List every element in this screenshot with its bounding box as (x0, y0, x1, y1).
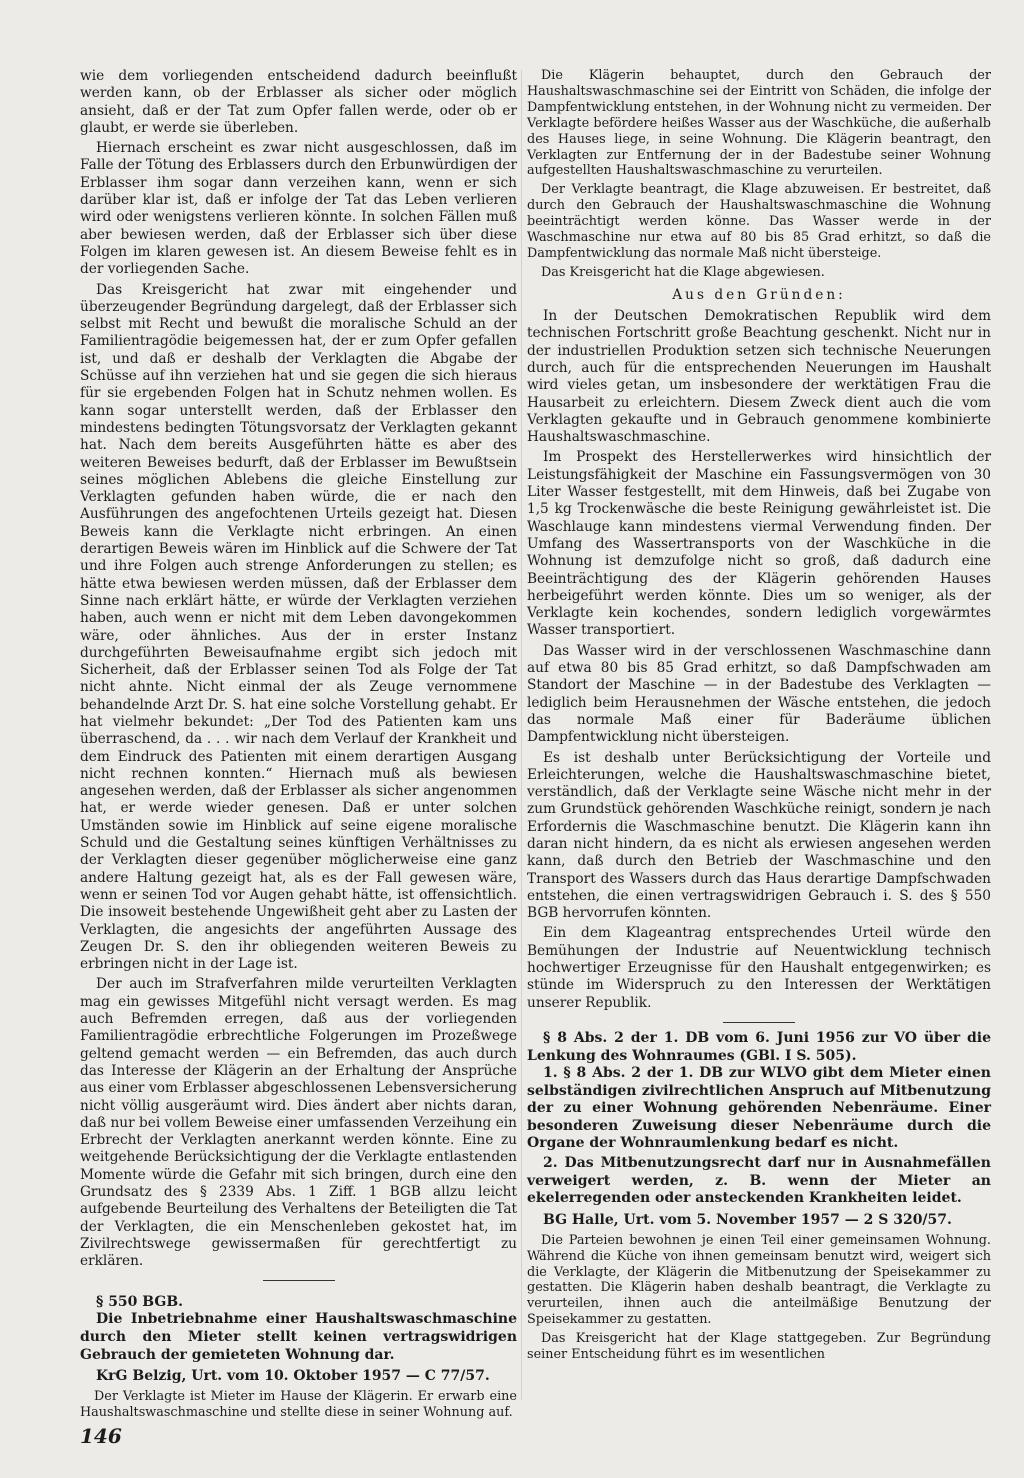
left-column (80, 68, 517, 1424)
decision-header (527, 1029, 991, 1229)
reasons-paragraph: Es ist deshalb unter Berücksichtigung der Vorteile und Erleichterungen, welche die Haushaltswaschmaschine bietet, verständlich, daß der Verklagte seine Wäsche nicht mehr in der zum Grundstück gehörenden Waschküche reinigt, sondern je nach Erfordernis die Waschmaschine benutzt. Die Klägerin kann ihn daran nicht hindern, da es nicht als erwiesen angesehen werden kann, daß durch den Betrieb der Waschmaschine und den Transport des Wassers durch das Haus derartige Dampfschwaden entstehen, die einen vertragswidrigen Gebrauch i. S. des § 550 BGB hervorrufen könnten. (527, 749, 991, 922)
reasons-heading: Aus den Gründen: (672, 286, 846, 303)
decision-header (80, 1293, 517, 1385)
reasons-paragraph: Das Wasser wird in der verschlossenen Waschmaschine dann auf etwa 80 bis 85 Grad erhitzt, so daß Dampfschwaden am Standort der Maschine — in der Badestube des Verklagten — lediglich beim Herausnehmen der Wäsche entstehen, die jedoch das normale Maß einer für Baderäume üblichen Dampfentwicklung nicht übersteigen. (527, 642, 991, 746)
facts-paragraph: Die Parteien bewohnen je einen Teil einer gemeinsamen Wohnung. Während die Küche von ihnen gemeinsam benutzt wird, weigert sich die Verklagte, der Klägerin die Mitbenutzung der Speisekammer zu gestatten. Die Klägerin haben deshalb beantragt, die Verklagte zu verurteilen, ihnen auch die anteilmäßige Benutzung der Speisekammer zu gestatten. (527, 1232, 991, 1328)
facts-paragraph: Das Kreisgericht hat der Klage stattgegeben. Zur Begründung seiner Entscheidung führt es im wesentlichen (527, 1331, 991, 1363)
court-citation: BG Halle, Urt. vom 5. November 1957 — 2 S 320/57. (543, 1211, 952, 1228)
paragraph: Der auch im Strafverfahren milde verurteilten Verklagten mag ein gewisses Mitgefühl nicht versagt werden. Es mag auch Befremden erregen, daß aus der vorliegenden Familientragödie erbrechtliche Folgerungen im Prozeßwege geltend gemacht werden — ein Befremden, das auch durch das Interesse der Klägerin an der Erhaltung der Ansprüche aus einer vom Erblasser abgeschlossenen Lebensversicherung nicht völlig ausgeräumt wird. Dies ändert aber nichts daran, daß nur bei vollem Beweise einer umfassenden Verzeihung ein Erbrecht der Verklagten anerkannt werden könnte. Eine zu weitgehende Berücksichtigung der die Verklagte entlastenden Momente würde die Gefahr mit sich bringen, durch eine den Grundsatz des § 2339 Abs. 1 Ziff. 1 BGB allzu leicht aufgebende Beurteilung des Verhaltens der Beteiligten die Tat der Verklagten, die ein Menschenleben gekostet hat, im Zivilrechtswege gewissermaßen für gerechtfertigt zu erklären. (80, 976, 517, 1270)
page-number: 146 (80, 1424, 122, 1448)
reasons-paragraph: Im Prospekt des Herstellerwerkes wird hinsichtlich der Leistungsfähigkeit der Maschine ein Fassungsvermögen von 30 Liter Wasser festgestellt, mit dem Hinweis, daß bei Zugabe von 1,5 kg Trockenwäsche die beste Reinigung gewährleistet ist. Die Waschlauge kann mindestens viermal Verwendung finden. Der Umfang des Wassertransports von der Waschküche in die Wohnung ist demzufolge nicht so groß, daß dadurch eine Beeinträchtigung des der Klägerin gehörenden Hauses herbeigeführt werden könnte. Dies um so weniger, als der Verklagte kein kochendes, sondern lediglich vorgewärmtes Wasser transportiert. (527, 449, 991, 639)
statute-reference: § 550 BGB. (96, 1294, 184, 1311)
facts-paragraph: Das Kreisgericht hat die Klage abgewiesen. (541, 264, 825, 280)
paragraph: Hiernach erscheint es zwar nicht ausgeschlossen, daß im Falle der Tötung des Erblassers durch den Erbunwürdigen der Erblasser ihm sogar dann verzeihen kann, wenn er sich darüber klar ist, daß er infolge der Tat das Leben verlieren wird oder wenigstens verlieren könnte. In solchen Fällen muß aber bewiesen werden, daß der Erblasser sich über diese Folgen im klaren gewesen ist. An diesem Beweise fehlt es in der vorliegenden Sache. (80, 140, 517, 278)
court-citation: KrG Belzig, Urt. vom 10. Oktober 1957 — C 77/57. (96, 1368, 490, 1385)
right-column (527, 68, 991, 1366)
statute-reference: § 8 Abs. 2 der 1. DB vom 6. Juni 1956 zur VO über die Lenkung des Wohnraumes (GBl. I S. 505). (527, 1029, 991, 1064)
facts-paragraph: Die Klägerin behauptet, durch den Gebrauch der Haushaltswaschmaschine sei der Eintritt von Schäden, die infolge der Dampfentwicklung entstehen, in der Wohnung nicht zu vermeiden. Der Verklagte befördere heißes Wasser aus der Waschküche, die außerhalb des Hauses liege, in seine Wohnung. Die Klägerin beantragt, den Verklagten zur Entfernung der in der Badestube seiner Wohnung aufgestellten Haushaltswaschmaschine zu verurteilen. (527, 68, 991, 179)
section-divider (263, 1280, 335, 1281)
reasons-paragraph: In der Deutschen Demokratischen Republik wird dem technischen Fortschritt große Beachtung geschenkt. Nicht nur in der industriellen Produktion setzen sich technische Neuerungen durch, auch für die entsprechenden Neuerungen im Haushalt wird vieles getan, um insbesondere der werktätigen Frau die Hausarbeit zu erleichtern. Diesem Zweck dient auch die vom Verklagten gekaufte und in Gebrauch genommene kombinierte Haushaltswaschmaschine. (527, 308, 991, 446)
facts-paragraph: Der Verklagte beantragt, die Klage abzuweisen. Er bestreitet, daß durch den Gebrauch der Haushaltswaschmaschine die Wohnung beeinträchtigt werden könne. Das Wasser werde in der Waschmaschine nur etwa auf 80 bis 85 Grad erhitzt, so daß die Dampfentwicklung das normale Maß nicht übersteige. (527, 182, 991, 261)
paragraph: wie dem vorliegenden entscheidend dadurch beeinflußt werden kann, ob der Erblasser als sicher oder möglich ansieht, daß er der Tat zum Opfer fallen werde, oder ob er glaubt, er werde sie überleben. (80, 68, 517, 136)
paragraph: Das Kreisgericht hat zwar mit eingehender und überzeugender Begründung dargelegt, daß der Erblasser sich selbst mit Recht und bewußt die moralische Schuld an der Familientragödie beigemessen hat, der er zum Opfer gefallen ist, und daß er deshalb der Verklagten die Abgabe der Schüsse auf ihn verziehen hat und sie gegen die sich hieraus für sie ergebenden Folgen hat in Schutz nehmen wollen. Es kann sogar unterstellt werden, daß der Erblasser den mindestens bedingten Tötungsvorsatz der Verklagten gekannt hat. Nach dem bereits Ausgeführten hätte es aber des weiteren Beweises bedurft, daß der Erblasser im Bewußtsein seines möglichen Ablebens die gleiche Einstellung zur Verklagten gefunden haben würde, die er nach den Ausführungen des angefochtenen Urteils gezeigt hat. Diesen Beweis kann die Verklagte nicht erbringen. An einen derartigen Beweis wären im Hinblick auf die Schwere der Tat und ihre Folgen auch strenge Anforderungen zu stellen; es hätte etwa bewiesen werden müssen, daß der Erblasser dem Sinne nach erklärt hätte, er würde der Verklagten verziehen haben, auch wenn er nicht mit dem Leben davongekommen wäre, oder ähnliches. Aus der in erster Instanz durchgeführten Beweisaufnahme ergibt sich jedoch mit Sicherheit, daß der Erblasser seinen Tod als Folge der Tat nicht ahnte. Nicht einmal der als Zeuge vernommene behandelnde Arzt Dr. S. hat eine solche Vorstellung gehabt. Er hat vielmehr bekundet: „Der Tod des Patienten kam uns überraschend, da . . . wir nach dem Verlauf der Krankheit und dem Eindruck des Patienten mit einem derartigen Ausgang nicht rechnen konnten.“ Hiernach muß als bewiesen angesehen werden, daß der Erblasser als sicher angenommen hat, er werde wieder genesen. Daß er unter solchen Umständen sowie im Hinblick auf seine eigene moralische Schuld und die Gestaltung seines künftigen Verhältnisses zu der Verklagten dieser gegenüber möglicherweise eine ganz andere Haltung gezeigt hat, als es der Fall gewesen wäre, wenn er seinen Tod vor Augen gehabt hätte, ist offensichtlich. Die insoweit bestehende Ungewißheit geht aber zu Lasten der Verklagten, die angesichts der angeführten Aussage des Zeugen Dr. S. den ihr obliegenden weiteren Beweis zu erbringen nicht in der Lage ist. (80, 281, 517, 973)
headnote: 1. § 8 Abs. 2 der 1. DB zur WLVO gibt dem Mieter einen selbständigen zivilrechtlichen Anspruch auf Mitbenutzung der zu einer Wohnung gehörenden Nebenräume. Einer besonderen Zuweisung dieser Nebenräume durch die Organe der Wohnraumlenkung bedarf es nicht. (527, 1064, 991, 1152)
reasons-paragraph: Ein dem Klageantrag entsprechendes Urteil würde den Bemühungen der Industrie auf Neuentwicklung technisch hochwertiger Erzeugnisse für den Haushalt entgegenwirken; es stünde im Widerspruch zu den Interessen der Werktätigen unserer Republik. (527, 925, 991, 1011)
headnote: 2. Das Mitbenutzungsrecht darf nur in Ausnahmefällen verweigert werden, z. B. wenn der Mieter an ekelerregenden oder ansteckenden Krankheiten leidet. (527, 1154, 991, 1207)
facts-paragraph: Der Verklagte ist Mieter im Hause der Klägerin. Er erwarb eine Haushaltswaschmaschine und stellte diese in seiner Wohnung auf. (80, 1389, 517, 1421)
column-gutter (521, 70, 522, 1400)
headnote: Die Inbetriebnahme einer Haushaltswaschmaschine durch den Mieter stellt keinen vertragswidrigen Gebrauch der gemieteten Wohnung dar. (80, 1311, 517, 1363)
section-divider (723, 1022, 795, 1023)
